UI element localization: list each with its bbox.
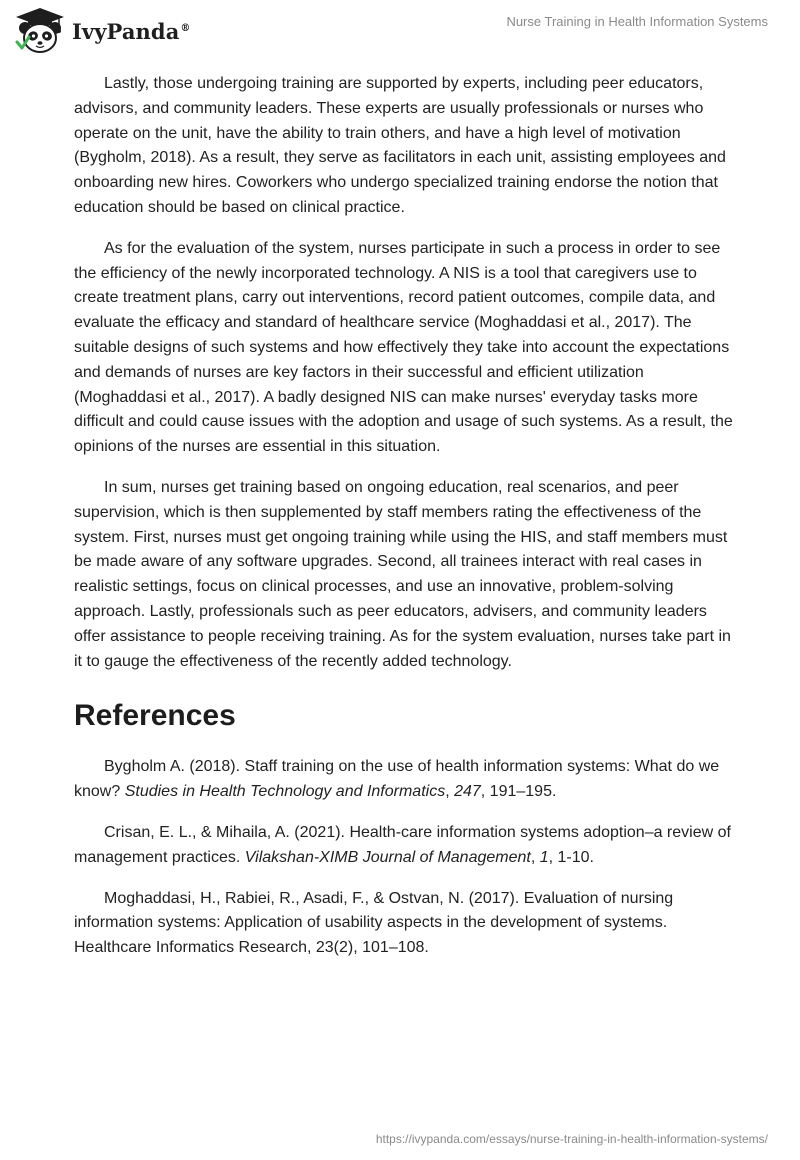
reference-item: Crisan, E. L., & Mihaila, A. (2021). Health-care information systems adoption–a review of management practices. Vilakshan-XIMB Journal of Management, 1, 1-10. [74, 823, 731, 866]
brand-name: IvyPanda® [72, 18, 191, 44]
ivypanda-logo[interactable] [14, 6, 191, 56]
reference-item: Bygholm A. (2018). Staff training on the use of health information systems: What do we know? Studies in Health Technology and Informatics, 247, 191–195. [74, 758, 720, 801]
essay-content [74, 72, 734, 977]
reference-item: Moghaddasi, H., Rabiei, R., Asadi, F., & Ostvan, N. (2017). Evaluation of nursing information systems: Application of usability aspects in the development of systems. Healthcare Informatics Research, 23(2), 101–108. [74, 889, 674, 957]
references-heading: References [74, 699, 236, 733]
page-header [0, 0, 800, 70]
body-paragraph: Lastly, those undergoing training are supported by experts, including peer educators, advisors, and community leaders. These experts are usually professionals or nurses who operate on the unit, have the ability to train others, and have a high level of motivation (Bygholm, 2018). As a result, they serve as facilitators in each unit, assisting employees and onboarding new hires. Coworkers who undergo specialized training endorse the notion that education should be based on clinical practice. [74, 75, 726, 216]
body-paragraph: In sum, nurses get training based on ongoing education, real scenarios, and peer supervision, which is then supplemented by staff members rating the effectiveness of the system. First, nurses must get ongoing training while using the HIS, and staff members must be made aware of any software upgrades. Second, all trainees interact with real cases in realistic settings, focus on clinical processes, and use an innovative, problem-solving approach. Lastly, professionals such as peer educators, advisers, and community leaders offer assistance to people receiving training. As for the system evaluation, nurses take part in it to gauge the effectiveness of the recently added technology. [74, 478, 731, 670]
body-paragraph: As for the evaluation of the system, nurses participate in such a process in order to see the efficiency of the newly incorporated technology. A NIS is a tool that caregivers use to create treatment plans, carry out interventions, record patient outcomes, compile data, and evaluate the efficacy and standard of healthcare service (Moghaddasi et al., 2017). The suitable designs of such systems and how effectively they take into account the expectations and demands of nurses are key factors in their successful and efficient utilization (Moghaddasi et al., 2017). A badly designed NIS can make nurses' everyday tasks more difficult and could cause issues with the adoption and usage of such systems. As a result, the opinions of the nurses are essential in this situation. [74, 239, 733, 456]
essay-title: Nurse Training in Health Information Systems [506, 14, 768, 29]
panda-graduate-icon [14, 6, 66, 56]
source-url[interactable]: https://ivypanda.com/essays/nurse-training-in-health-information-systems/ [375, 1132, 768, 1146]
